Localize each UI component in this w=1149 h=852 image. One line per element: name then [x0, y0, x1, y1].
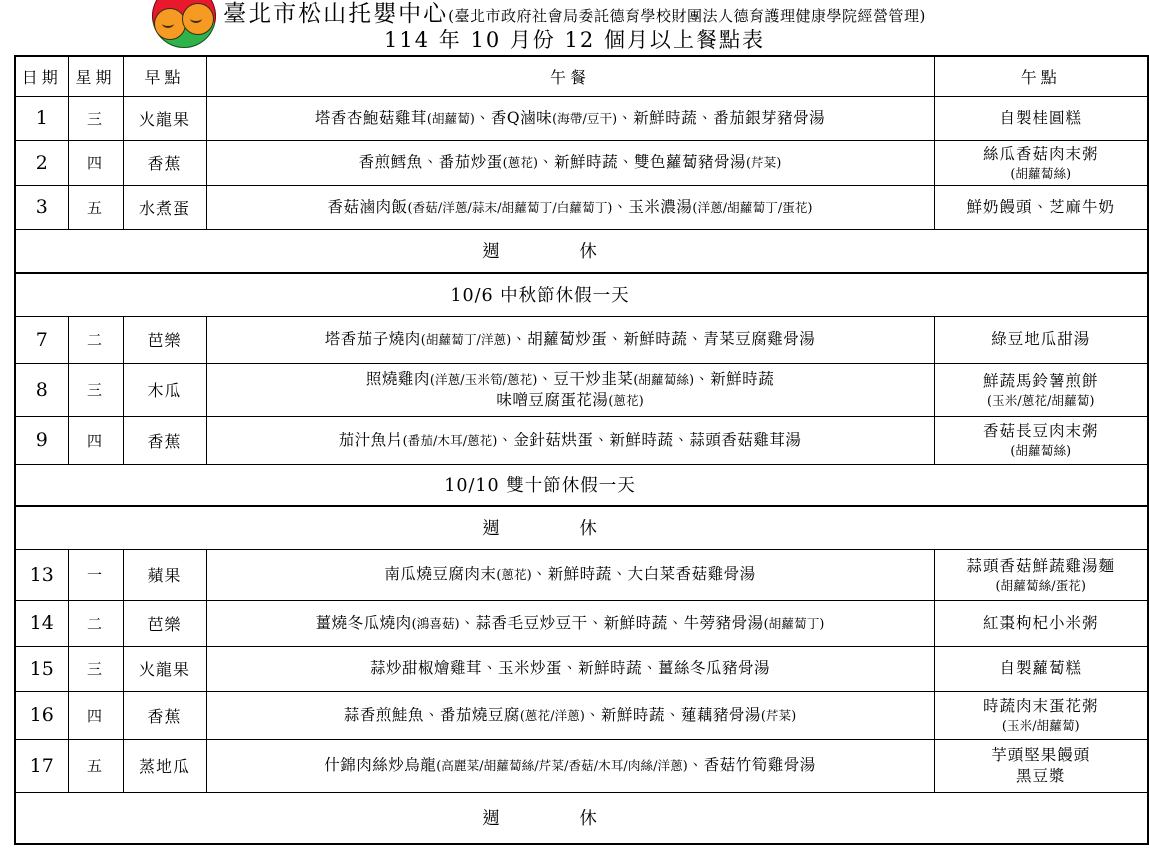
snack-ingredients: (玉米/蔥花/胡蘿蔔)	[987, 392, 1095, 408]
lunch-cell	[206, 96, 934, 140]
date-cell: 7	[15, 316, 68, 363]
lunch-line: 蒜香煎鮭魚、番茄燒豆腐(蔥花/洋蔥)、新鮮時蔬、蓮藕豬骨湯(芹菜)	[343, 705, 797, 724]
lunch-cell	[206, 416, 934, 464]
lunch-line: 茄汁魚片(番茄/木耳/蔥花)、金針菇烘蛋、新鮮時蔬、蒜頭香菇雞茸湯	[338, 430, 802, 449]
snack-cell	[934, 549, 1148, 600]
snack-cell	[934, 600, 1148, 646]
lunch-line: 塔香杏鮑菇雞茸(胡蘿蔔)、香Q滷味(海帶/豆干)、新鮮時蔬、番茄銀芽豬骨湯	[314, 108, 826, 127]
week-off-cell: 週 休	[15, 792, 1148, 844]
breakfast-cell: 火龍果	[123, 96, 206, 140]
snack-ingredients: (胡蘿蔔絲/蛋花)	[995, 577, 1086, 593]
header-titles	[0, 0, 1149, 54]
holiday-cell: 10/10 雙十節休假一天	[15, 464, 1148, 506]
lunch-line: 塔香茄子燒肉(胡蘿蔔丁/洋蔥)、胡蘿蔔炒蛋、新鮮時蔬、青菜豆腐雞骨湯	[324, 330, 816, 348]
date-cell: 1	[15, 96, 68, 140]
menu-row	[15, 96, 1148, 140]
center-management-note: (臺北市政府社會局委託德育學校財團法人德育護理健康學院經營管理)	[448, 7, 926, 25]
menu-row	[15, 416, 1148, 464]
center-name: 臺北市松山托嬰中心	[223, 1, 449, 27]
date-cell: 8	[15, 363, 68, 416]
column-header-weekday: 星期	[68, 56, 123, 96]
weekday-cell: 五	[68, 185, 123, 229]
lunch-line: 香煎鱈魚、番茄炒蛋(蔥花)、新鮮時蔬、雙色蘿蔔豬骨湯(芹菜)	[358, 153, 782, 171]
lunch-cell	[206, 185, 934, 229]
week-off-row	[15, 792, 1148, 844]
date-cell: 14	[15, 600, 68, 646]
weekday-cell: 三	[68, 363, 123, 416]
breakfast-cell: 蘋果	[123, 549, 206, 600]
lunch-cell	[206, 600, 934, 646]
breakfast-cell: 木瓜	[123, 363, 206, 416]
lunch-cell	[206, 646, 934, 691]
menu-table	[14, 55, 1149, 845]
holiday-row	[15, 273, 1148, 316]
breakfast-cell: 芭樂	[123, 316, 206, 363]
snack-line: 自製桂圓糕	[999, 108, 1082, 127]
lunch-cell	[206, 691, 934, 739]
weekday-cell: 一	[68, 549, 123, 600]
menu-row	[15, 140, 1148, 185]
snack-ingredients: (胡蘿蔔絲)	[1010, 443, 1072, 458]
snack-line: 鮮奶饅頭、芝麻牛奶	[966, 197, 1115, 216]
date-cell: 3	[15, 185, 68, 229]
lunch-cell	[206, 316, 934, 363]
lunch-line: 味噌豆腐蛋花湯(蔥花)	[496, 390, 644, 409]
lunch-line: 什錦肉絲炒烏龍(高麗菜/胡蘿蔔絲/芹菜/香菇/木耳/肉絲/洋蔥)、香菇竹筍雞骨湯	[324, 756, 816, 774]
snack-ingredients: (胡蘿蔔絲)	[1010, 165, 1072, 181]
week-off-row	[15, 229, 1148, 273]
date-cell: 16	[15, 691, 68, 739]
snack-line: 綠豆地瓜甜湯	[991, 330, 1091, 348]
weekday-cell: 四	[68, 691, 123, 739]
column-header-lunch: 午餐	[206, 56, 934, 96]
lunch-cell	[206, 363, 934, 416]
snack-line: 香菇長豆肉末粥	[982, 422, 1099, 440]
weekday-cell: 五	[68, 739, 123, 792]
weekday-cell: 二	[68, 316, 123, 363]
menu-row	[15, 316, 1148, 363]
breakfast-cell: 芭樂	[123, 600, 206, 646]
holiday-row	[15, 464, 1148, 506]
menu-row	[15, 363, 1148, 416]
holiday-cell: 10/6 中秋節休假一天	[15, 273, 1148, 316]
column-header-breakfast: 早點	[123, 56, 206, 96]
snack-line: 芋頭堅果饅頭	[991, 745, 1091, 764]
snack-cell	[934, 96, 1148, 140]
week-off-cell: 週 休	[15, 506, 1148, 549]
snack-cell	[934, 363, 1148, 416]
lunch-cell	[206, 549, 934, 600]
snack-line: 鮮蔬馬鈴薯煎餅	[982, 371, 1099, 390]
menu-row	[15, 646, 1148, 691]
week-off-row	[15, 506, 1148, 549]
lunch-line: 香菇滷肉飯(香菇/洋蔥/蒜末/胡蘿蔔丁/白蘿蔔丁)、玉米濃湯(洋蔥/胡蘿蔔丁/蛋花)	[327, 197, 813, 216]
breakfast-cell: 火龍果	[123, 646, 206, 691]
snack-cell	[934, 646, 1148, 691]
weekday-cell: 四	[68, 416, 123, 464]
snack-line: 紅棗枸杞小米粥	[982, 613, 1099, 632]
menu-row	[15, 185, 1148, 229]
breakfast-cell: 香蕉	[123, 691, 206, 739]
breakfast-cell: 蒸地瓜	[123, 739, 206, 792]
snack-ingredients: (玉米/胡蘿蔔)	[1001, 718, 1080, 733]
lunch-line: 薑燒冬瓜燒肉(鴻喜菇)、蒜香毛豆炒豆干、新鮮時蔬、牛蒡豬骨湯(胡蘿蔔丁)	[315, 613, 825, 632]
menu-row	[15, 691, 1148, 739]
column-header-date: 日期	[15, 56, 68, 96]
weekday-cell: 三	[68, 96, 123, 140]
snack-line: 自製蘿蔔糕	[999, 659, 1082, 677]
snack-cell	[934, 416, 1148, 464]
lunch-cell	[206, 739, 934, 792]
week-off-cell: 週 休	[15, 229, 1148, 273]
snack-cell	[934, 140, 1148, 185]
breakfast-cell: 水煮蛋	[123, 185, 206, 229]
snack-cell	[934, 739, 1148, 792]
snack-line: 絲瓜香菇肉末粥	[982, 144, 1099, 163]
date-cell: 15	[15, 646, 68, 691]
weekday-cell: 四	[68, 140, 123, 185]
snack-cell	[934, 185, 1148, 229]
page-header	[0, 0, 1149, 55]
breakfast-cell: 香蕉	[123, 140, 206, 185]
menu-row	[15, 549, 1148, 600]
weekday-cell: 二	[68, 600, 123, 646]
date-cell: 9	[15, 416, 68, 464]
snack-cell	[934, 691, 1148, 739]
date-cell: 17	[15, 739, 68, 792]
date-cell: 13	[15, 549, 68, 600]
menu-row	[15, 739, 1148, 792]
column-header-snack: 午點	[934, 56, 1148, 96]
menu-title: 114 年 10 月份 12 個月以上餐點表	[384, 28, 765, 52]
menu-row	[15, 600, 1148, 646]
center-name-line	[0, 0, 1149, 28]
breakfast-cell: 香蕉	[123, 416, 206, 464]
date-cell: 2	[15, 140, 68, 185]
weekday-cell: 三	[68, 646, 123, 691]
lunch-line: 蒜炒甜椒燴雞茸、玉米炒蛋、新鮮時蔬、薑絲冬瓜豬骨湯	[369, 659, 770, 677]
header-row	[15, 56, 1148, 96]
snack-cell	[934, 316, 1148, 363]
snack-line: 黑豆漿	[1015, 766, 1066, 785]
lunch-cell	[206, 140, 934, 185]
lunch-line: 南瓜燒豆腐肉末(蔥花)、新鮮時蔬、大白菜香菇雞骨湯	[384, 565, 756, 583]
snack-line: 時蔬肉末蛋花粥	[982, 697, 1099, 715]
lunch-line: 照燒雞肉(洋蔥/玉米筍/蔥花)、豆干炒韭菜(胡蘿蔔絲)、新鮮時蔬	[365, 369, 775, 388]
snack-line: 蒜頭香菇鮮蔬雞湯麵	[966, 556, 1115, 575]
